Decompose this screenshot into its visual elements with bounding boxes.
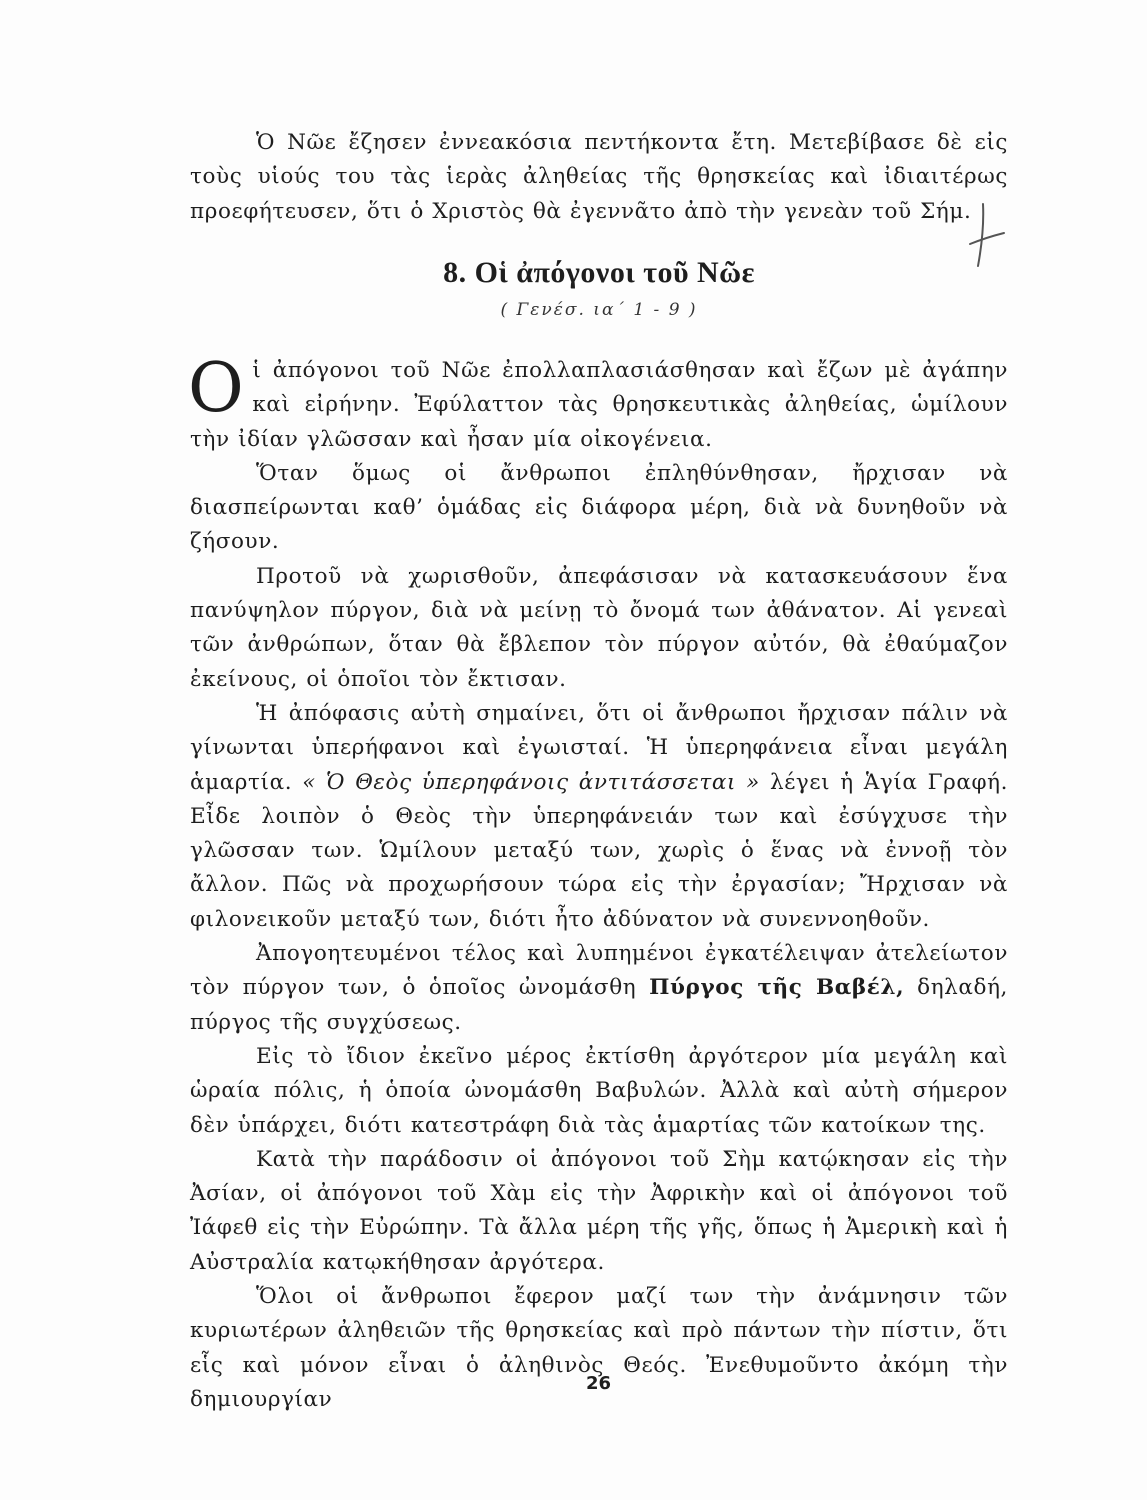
paragraph-1-text: ἱ ἀπόγονοι τοῦ Νῶε ἐπολλαπλασιάσθησαν καὶ ἔζων μὲ ἀγάπην καὶ εἰρήνην. Ἐφύλαττον τὰς θρησκευτικὰς ἀληθείας, ὡμίλουν τὴν ἰδίαν γλῶσσαν καὶ ἦσαν μία οἰκογένεια.: [190, 358, 1008, 452]
paragraph-3: Προτοῦ νὰ χωρισθοῦν, ἀπεφάσισαν νὰ κατασκευάσουν ἕνα πανύψηλον πύργον, διὰ νὰ μείνῃ τὸ ὄνομά των ἀθάνατον. Αἱ γενεαὶ τῶν ἀνθρώπων, ὅταν θὰ ἔβλεπον τὸν πύργον αὐτόν, θὰ ἐθαύμαζον ἐκείνους, οἱ ὁποῖοι τὸν ἔκτισαν.: [190, 563, 1008, 692]
paragraph-5: [190, 937, 1008, 1040]
drop-cap: Ο: [188, 349, 245, 428]
paragraph-4-text-b: λέγει ἡ Ἁγία Γραφή. Εἶδε λοιπὸν ὁ Θεὸς τὴν ὑπερηφάνειάν των καὶ ἐσύγχυσε τὴν γλῶσσαν των. Ὡμίλουν μεταξύ των, χωρὶς ὁ ἕνας νὰ ἐννοῇ τὸν ἄλλον. Πῶς νὰ προχωρήσουν τώρα εἰς τὴν ἐργασίαν; Ἤρχισαν νὰ φιλονεικοῦν μεταξύ των, διότι ἦτο ἀδύνατον νὰ συνεννοηθοῦν.: [190, 769, 1009, 932]
paragraph-5-text-b: δηλαδή, πύργος τῆς συγχύσεως.: [190, 975, 1008, 1035]
paragraph-7: Κατὰ τὴν παράδοσιν οἱ ἀπόγονοι τοῦ Σὴμ κατῴκησαν εἰς τὴν Ἀσίαν, οἱ ἀπόγονοι τοῦ Χὰμ εἰς τὴν Ἀφρικὴν καὶ οἱ ἀπόγονοι τοῦ Ἰάφεθ εἰς τὴν Εὐρώπην. Τὰ ἄλλα μέρη τῆς γῆς, ὅπως ἡ Ἀμερικὴ καὶ ἡ Αὐστραλία κατῳκήθησαν ἀργότερα.: [190, 1146, 1008, 1275]
intro-paragraph: Ὁ Νῶε ἔζησεν ἐννεακόσια πεντήκοντα ἔτη. Μετεβίβασε δὲ εἰς τοὺς υἱούς του τὰς ἱερὰς ἀληθείας τῆς θρησκείας καὶ ἰδιαιτέρως προεφήτευσεν, ὅτι ὁ Χριστὸς θὰ ἐγεννᾶτο ἀπὸ τὴν γενεὰν τοῦ Σήμ.: [190, 130, 1008, 224]
paragraph-2: Ὅταν ὅμως οἱ ἄνθρωποι ἐπληθύνθησαν, ἤρχισαν νὰ διασπείρωνται καθ’ ὁμάδας εἰς διάφορα μέρη, διὰ νὰ δυνηθοῦν νὰ ζήσουν.: [190, 460, 1008, 555]
intro-paragraph-block: [190, 126, 1008, 229]
paragraph-4-text-a: Ἡ ἀπόφασις αὐτὴ σημαίνει, ὅτι οἱ ἄνθρωποι ἤρχισαν πάλιν νὰ γίνωνται ὑπερήφανοι καὶ ἐγωισταί. Ἡ ὑπερηφάνεια εἶναι μεγάλη ἁμαρτία.: [190, 700, 1008, 795]
paragraph-1: [188, 349, 1008, 457]
paragraph-8: Ὅλοι οἱ ἄνθρωποι ἔφερον μαζί των τὴν ἀνάμνησιν τῶν κυριωτέρων ἀληθειῶν τῆς θρησκείας καὶ πρὸ πάντων τὴν πίστιν, ὅτι εἷς καὶ μόνον εἶναι ὁ ἀληθινὸς Θεός. Ἐνεθυμοῦντο ἀκόμη τὴν δημιουργίαν: [190, 1284, 1008, 1412]
paragraph-6: Εἰς τὸ ἴδιον ἐκεῖνο μέρος ἐκτίσθη ἀργότερον μία μεγάλη καὶ ὡραία πόλις, ἡ ὁποία ὠνομάσθη Βαβυλών. Ἀλλὰ καὶ αὐτὴ σήμερον δὲν ὑπάρχει, διότι κατεστράφη διὰ τὰς ἁμαρτίας τῶν κατοίκων της.: [190, 1043, 1008, 1138]
bible-quote: « Ὁ Θεὸς ὑπερηφάνοις ἀντιτάσσεται »: [302, 769, 760, 795]
section-title: 8. Οἱ ἀπόγονοι τοῦ Νῶε: [443, 256, 755, 289]
paragraph-5-text-a: Ἀπογοητευμένοι τέλος καὶ λυπημένοι ἐγκατέλειψαν ἀτελείωτον τὸν πύργον των, ὁ ὁποῖος ὠνομάσθη: [190, 941, 1008, 1001]
body-text: [188, 349, 1009, 1417]
page-number: 26: [585, 1373, 612, 1394]
scripture-reference: ( Γενέσ. ια΄ 1 - 9 ): [500, 300, 698, 320]
paragraph-4: [190, 697, 1008, 937]
tower-of-babel-term: Πύργος τῆς Βαβέλ,: [649, 975, 905, 1001]
